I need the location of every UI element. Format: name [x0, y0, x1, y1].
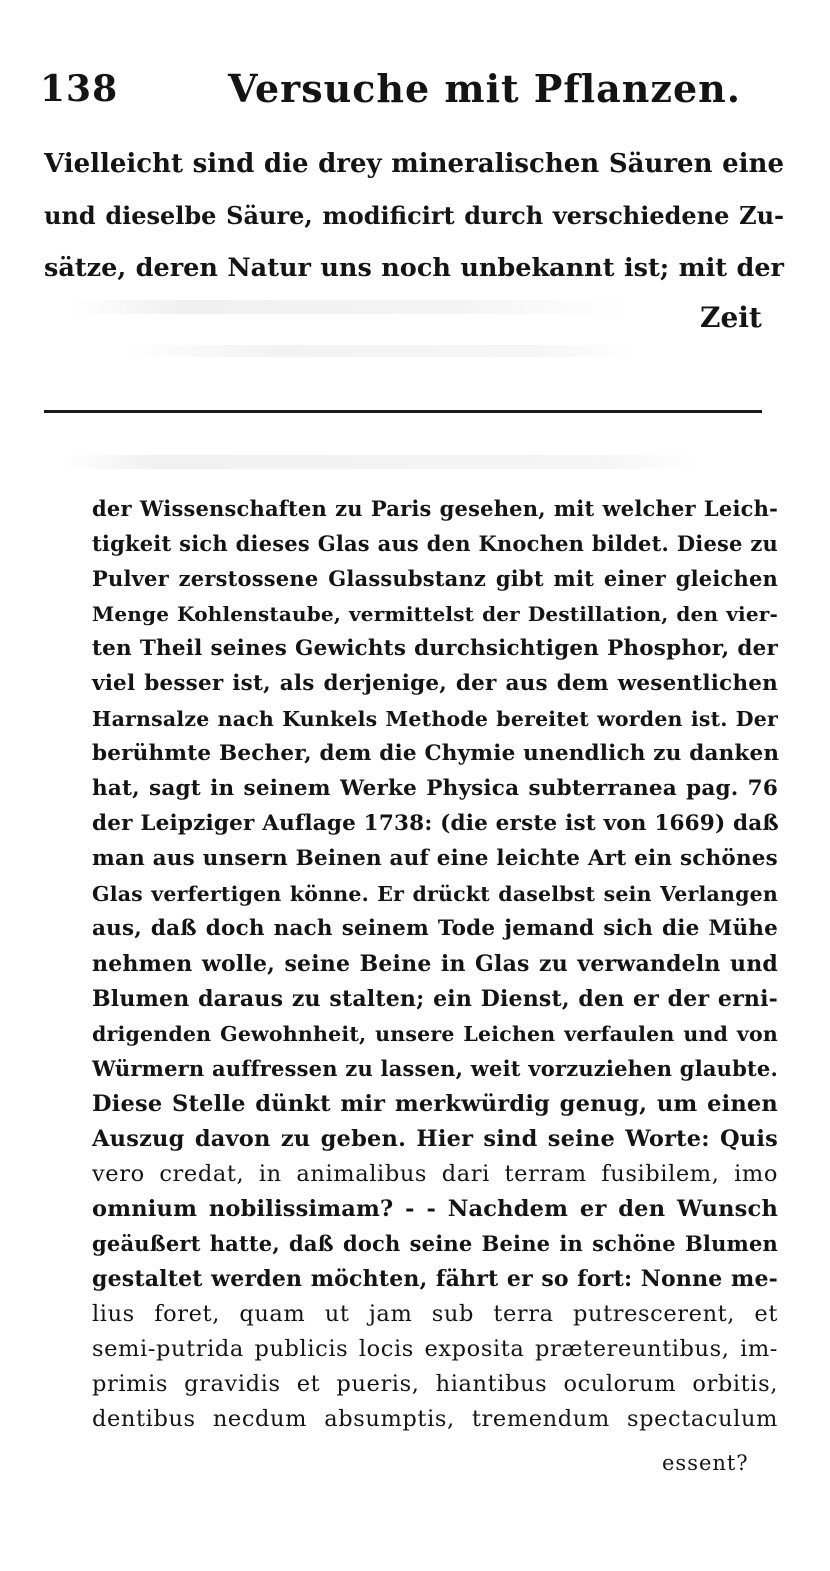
page-number: 138 [40, 68, 119, 110]
footnote-catchword: essent? [662, 1451, 749, 1475]
footnote-line: geäußert hatte, daß doch seine Beine in schöne Blumen [92, 1231, 778, 1256]
main-catchword: Zeit [700, 301, 762, 334]
footnote-line: berühmte Becher, dem die Chymie unendlich zu danken [92, 741, 780, 766]
footnote-line: viel besser ist, als derjenige, der aus dem wesentlichen [92, 671, 778, 696]
footnote-line: omnium nobilissimam? - - Nachdem er den Wunsch [92, 1196, 778, 1222]
footnote-line: Harnsalze nach Kunkels Methode bereitet worden ist. Der [92, 707, 778, 731]
running-title: Versuche mit Pflanzen. [228, 66, 742, 111]
footnote-line: vero credat, in animalibus dari terram fusibilem, imo [92, 1161, 778, 1187]
main-text-line: sätze, deren Natur uns noch unbekannt ist; mit der [44, 253, 784, 283]
footnote-line: ten Theil seines Gewichts durchsichtigen Phosphor, der [92, 636, 778, 661]
footnote-line: hat, sagt in seinem Werke Physica subterranea pag. 76 [92, 776, 778, 801]
show-through-smudge [60, 455, 700, 469]
footnote-line: Würmern auffressen zu lassen, weit vorzuziehen glaubte. [92, 1056, 778, 1081]
show-through-smudge [70, 300, 630, 314]
main-text-line: Vielleicht sind die drey mineralischen Säuren eine [44, 149, 784, 179]
footnote-line: Pulver zerstossene Glassubstanz gibt mit einer gleichen [92, 566, 778, 591]
footnote-line: Diese Stelle dünkt mir merkwürdig genug, um einen [92, 1091, 778, 1117]
footnote-line: Glas verfertigen könne. Er drückt daselbst sein Verlangen [92, 882, 778, 906]
footnote-divider [44, 410, 762, 413]
show-through-smudge [120, 345, 640, 357]
footnote-line: drigenden Gewohnheit, unsere Leichen verfaulen und von [92, 1022, 778, 1046]
footnote-line: dentibus necdum absumptis, tremendum spectaculum [92, 1406, 778, 1432]
footnote-line: nehmen wolle, seine Beine in Glas zu verwandeln und [92, 951, 778, 977]
footnote-line: der Leipziger Auflage 1738: (die erste ist von 1669) daß [92, 811, 779, 836]
footnote-line: Auszug davon zu geben. Hier sind seine Worte: Quis [92, 1126, 778, 1152]
footnote-line: gestaltet werden möchten, fährt er so fort: Nonne me- [92, 1266, 778, 1292]
footnote-line: lius foret, quam ut jam sub terra putrescerent, et [92, 1301, 778, 1327]
footnote-line: aus, daß doch nach seinem Tode jemand sich die Mühe [92, 916, 778, 941]
footnote-line: primis gravidis et pueris, hiantibus oculorum orbitis, [92, 1371, 778, 1397]
main-text-line: und dieselbe Säure, modificirt durch verschiedene Zu- [44, 201, 784, 230]
footnote-line: der Wissenschaften zu Paris gesehen, mit welcher Leich- [92, 496, 778, 521]
footnote-line: tigkeit sich dieses Glas aus den Knochen bildet. Diese zu [92, 531, 778, 556]
footnote-line: man aus unsern Beinen auf eine leichte Art ein schönes [92, 846, 778, 871]
footnote-line: Menge Kohlenstaube, vermittelst der Destillation, den vier- [92, 602, 778, 626]
footnote-line: semi-putrida publicis locis exposita prætereuntibus, im- [92, 1336, 778, 1362]
footnote-line: Blumen daraus zu stalten; ein Dienst, den er der erni- [92, 986, 778, 1012]
